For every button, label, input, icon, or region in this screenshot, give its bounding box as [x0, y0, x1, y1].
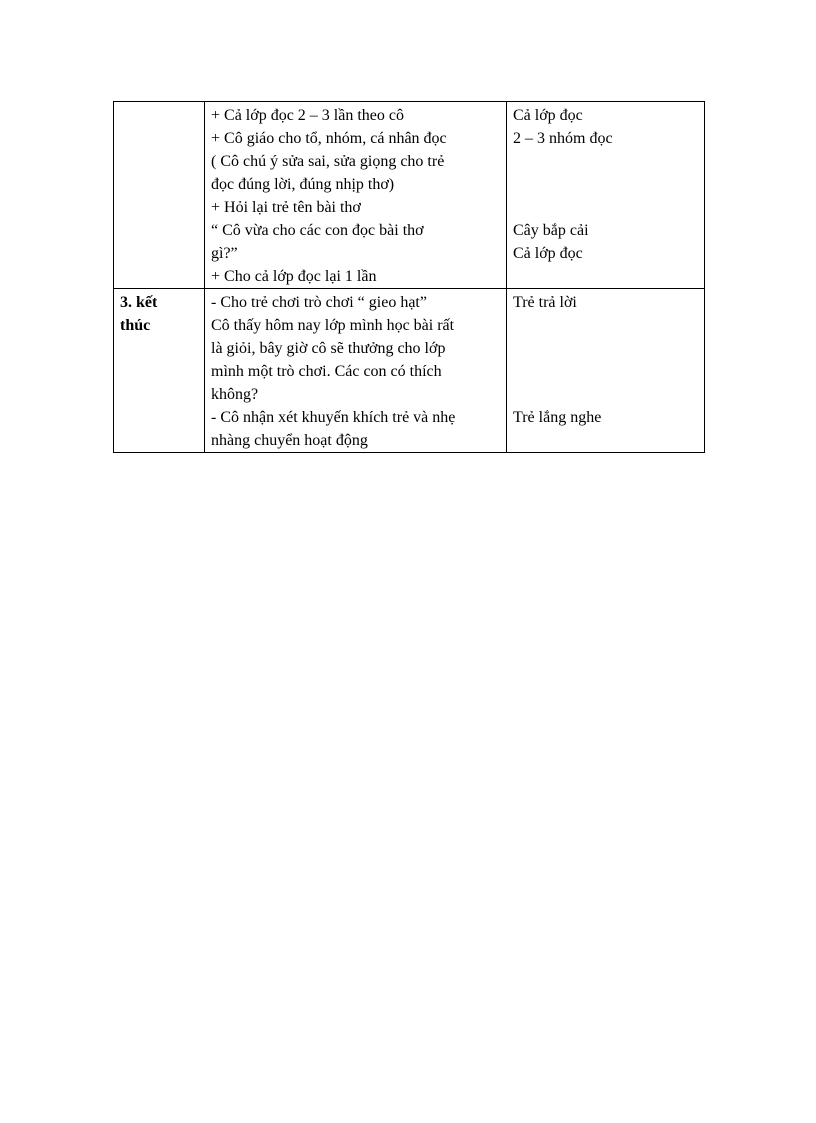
response-line: Cả lớp đọc [513, 107, 583, 124]
activity-line: là giỏi, bây giờ cô sẽ thưởng cho lớp [211, 340, 446, 357]
response-line: Cả lớp đọc [513, 245, 583, 262]
activity-line: nhàng chuyển hoạt động [211, 432, 368, 449]
activity-line: không? [211, 386, 259, 403]
table-row [114, 102, 705, 289]
step-cell [114, 289, 205, 453]
activity-line: “ Cô vừa cho các con đọc bài thơ [211, 222, 424, 239]
activity-line: + Cả lớp đọc 2 – 3 lần theo cô [211, 107, 404, 124]
lesson-plan-table [113, 101, 705, 453]
response-line: Trẻ trả lời [513, 294, 577, 311]
response-cell [507, 102, 705, 289]
activity-line: đọc đúng lời, đúng nhịp thơ) [211, 176, 395, 193]
activity-cell [205, 289, 507, 453]
activity-line: + Cho cả lớp đọc lại 1 lần [211, 268, 377, 285]
activity-line: Cô thấy hôm nay lớp mình học bài rất [211, 317, 455, 334]
table-row [114, 289, 705, 453]
activity-line: + Hỏi lại trẻ tên bài thơ [211, 199, 361, 216]
spacer [513, 360, 698, 383]
activity-line: - Cô nhận xét khuyến khích trẻ và nhẹ [211, 409, 456, 426]
spacer [513, 314, 698, 337]
activity-line: gì?” [211, 245, 238, 262]
spacer [513, 337, 698, 360]
response-line: Cây bắp cải [513, 222, 589, 239]
response-line: Trẻ lắng nghe [513, 409, 602, 426]
activity-line: - Cho trẻ chơi trò chơi “ gieo hạt” [211, 294, 427, 311]
step-label: thúc [120, 317, 151, 334]
spacer [513, 150, 698, 173]
activity-cell [205, 102, 507, 289]
activity-line: + Cô giáo cho tổ, nhóm, cá nhân đọc [211, 130, 447, 147]
response-line: 2 – 3 nhóm đọc [513, 130, 613, 147]
step-cell [114, 102, 205, 289]
spacer [513, 196, 698, 219]
spacer [513, 173, 698, 196]
response-cell [507, 289, 705, 453]
spacer [513, 383, 698, 406]
activity-line: mình một trò chơi. Các con có thích [211, 363, 442, 380]
activity-line: ( Cô chú ý sửa sai, sửa giọng cho trẻ [211, 153, 445, 170]
step-label: 3. kết [120, 294, 158, 311]
